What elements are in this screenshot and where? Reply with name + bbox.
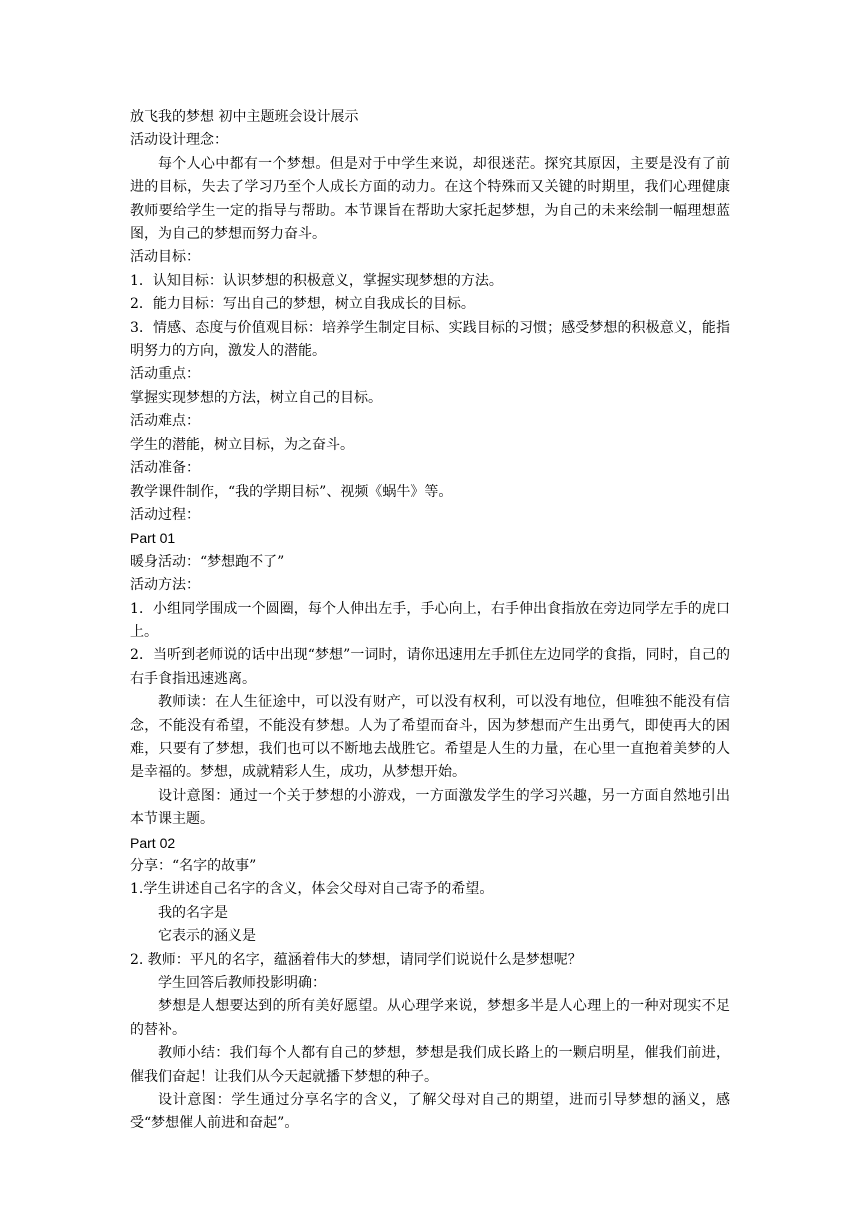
part1-method-heading: 活动方法： xyxy=(130,577,200,594)
part2-answer-intro: 学生回答后教师投影明确： xyxy=(158,975,326,992)
part1-design-intent: 设计意图：通过一个关于梦想的小游戏，一方面激发学生的学习兴趣，另一方面自然地引出本节课主题。 xyxy=(130,787,730,828)
part2-teacher-summary: 教师小结：我们每个人都有自己的梦想，梦想是我们成长路上的一颗启明星，催我们前进，催我们奋起！让我们从今天起就播下梦想的种子。 xyxy=(130,1045,730,1085)
part2-step-1: 1.学生讲述自己名字的含义，体会父母对自己寄予的希望。 xyxy=(130,881,494,898)
prep-text: 教学课件制作，“我的学期目标”、视频《蜗牛》等。 xyxy=(130,483,453,500)
part1-teacher-reading: 教师读：在人生征途中，可以没有财产，可以没有权利，可以没有地位，但唯独不能没有信念，不能没有希望，不能没有梦想。人为了希望而奋斗，因为梦想而产生出勇气，即使再大的困难，只要有了梦想，我们也可以不断地去战胜它。希望是人生的力量，在心里一直抱着美梦的人是幸福的。梦想，成就精彩人生，成功，从梦想开始。 xyxy=(130,694,730,781)
document-title: 放飞我的梦想 初中主题班会设计展示 xyxy=(130,109,359,125)
concept-text: 每个人心中都有一个梦想。但是对于中学生来说，却很迷茫。探究其原因，主要是没有了前进的目标，失去了学习乃至个人成长方面的动力。在这个特殊而又关键的时期里，我们心理健康教师要给学生一定的指导与帮助。本节课旨在帮助大家托起梦想，为自己的未来绘制一幅理想蓝图，为自己的梦想而努力奋斗。 xyxy=(130,155,730,243)
part2-step-2: 2. 教师：平凡的名字，蕴涵着伟大的梦想，请同学们说说什么是梦想呢？ xyxy=(130,951,582,968)
part2-label: Part 02 xyxy=(130,834,176,851)
concept-heading: 活动设计理念： xyxy=(130,132,228,149)
part1-step-1: 1．小组同学围成一个圆圈，每个人伸出左手，手心向上，右手伸出食指放在旁边同学左手的虎口上。 xyxy=(130,600,730,640)
key-text: 掌握实现梦想的方法，树立自己的目标。 xyxy=(130,389,382,406)
goal-3: 3．情感、态度与价值观目标：培养学生制定目标、实践目标的习惯；感受梦想的积极意义，能指明努力的方向，激发人的潜能。 xyxy=(130,319,730,360)
process-heading: 活动过程： xyxy=(130,506,200,523)
part2-my-name: 我的名字是 xyxy=(158,904,228,921)
part1-step-2: 2．当听到老师说的话中出现“梦想”一词时，请你迅速用左手抓住左边同学的食指，同时，自己的右手食指迅速逃离。 xyxy=(130,647,730,687)
part1-title: 暖身活动：“梦想跑不了” xyxy=(130,553,285,570)
goal-1: 1．认知目标：认识梦想的积极意义，掌握实现梦想的方法。 xyxy=(130,272,503,289)
part2-title: 分享：“名字的故事” xyxy=(130,858,257,874)
difficulty-heading: 活动难点： xyxy=(130,413,200,430)
part2-meaning: 它表示的涵义是 xyxy=(158,928,256,945)
part2-definition: 梦想是人想要达到的所有美好愿望。从心理学来说，梦想多半是人心理上的一种对现实不足的替补。 xyxy=(130,998,730,1038)
part1-label: Part 01 xyxy=(130,530,176,547)
document-page xyxy=(130,106,730,1136)
key-heading: 活动重点： xyxy=(130,366,200,383)
goals-heading: 活动目标： xyxy=(130,249,200,266)
goal-2: 2．能力目标：写出自己的梦想，树立自我成长的目标。 xyxy=(130,296,475,313)
part2-design-intent: 设计意图：学生通过分享名字的含义，了解父母对自己的期望，进而引导梦想的涵义，感受“梦想催人前进和奋起”。 xyxy=(130,1092,730,1132)
prep-heading: 活动准备： xyxy=(130,460,200,477)
difficulty-text: 学生的潜能，树立目标，为之奋斗。 xyxy=(130,436,354,453)
